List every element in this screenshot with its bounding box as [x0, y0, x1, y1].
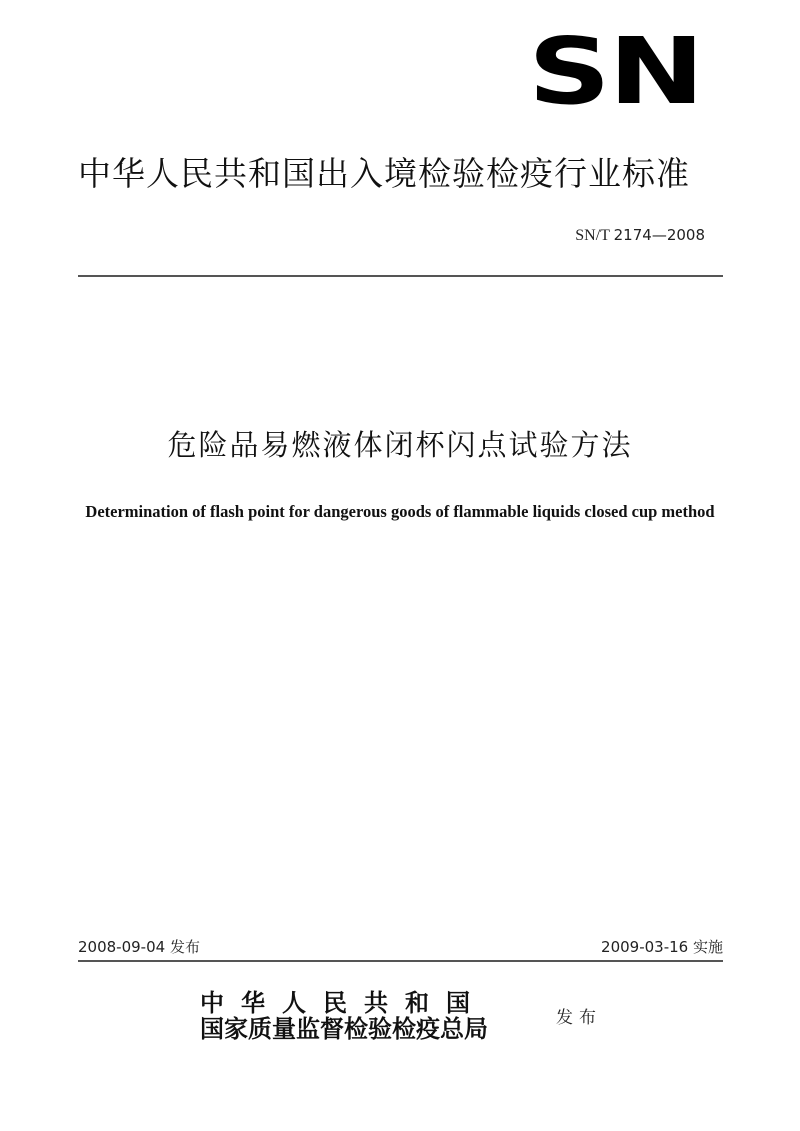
issuer-block	[200, 990, 488, 1042]
standard-number	[575, 226, 705, 245]
standard-number-value: 2174—2008	[613, 226, 705, 244]
bottom-divider	[78, 960, 723, 962]
industry-standard-title: 中华人民共和国出入境检验检疫行业标准	[78, 154, 690, 193]
issuer-agency: 国家质量监督检验检疫总局	[200, 1014, 488, 1043]
top-divider	[78, 275, 723, 277]
sn-logo: SN	[528, 18, 703, 125]
document-title-chinese: 危险品易燃液体闭杯闪点试验方法	[167, 428, 633, 462]
issue-date: 2008-09-04 发布	[78, 938, 200, 956]
issuer-country: 中华人民共和国	[200, 988, 487, 1017]
implementation-date: 2009-03-16 实施	[601, 938, 723, 956]
issuer-action: 发布	[556, 1008, 602, 1028]
standard-number-prefix: SN/T	[575, 227, 610, 244]
document-title-english: Determination of flash point for dangerous goods of flammable liquids closed cup method	[85, 502, 715, 521]
